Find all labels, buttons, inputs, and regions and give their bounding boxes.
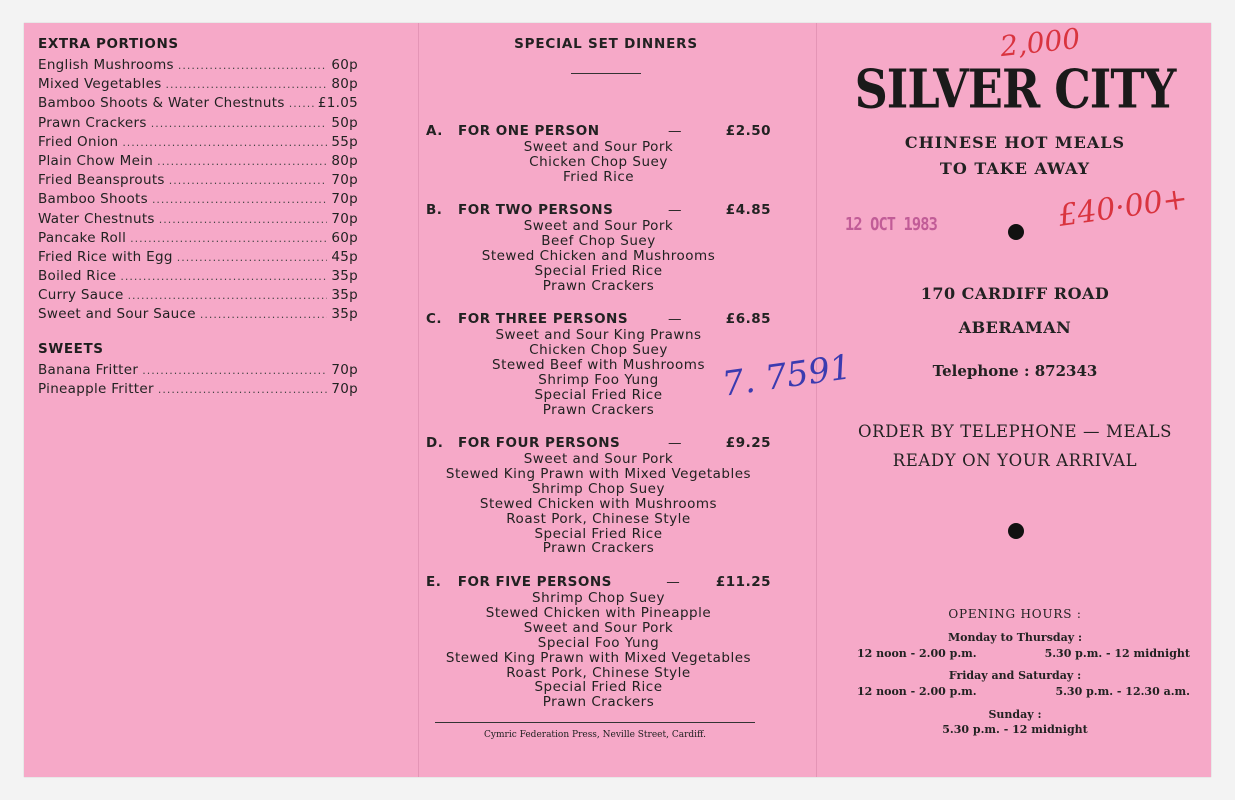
item-price: 45p — [331, 248, 358, 265]
set-dinner-a — [426, 122, 771, 185]
set-dish: Roast Pork, Chinese Style — [506, 664, 691, 681]
set-name: FOR ONE PERSON — [458, 123, 600, 139]
set-name: FOR TWO PERSONS — [458, 202, 614, 218]
set-letter: C. — [426, 311, 443, 327]
set-dish: Sweet and Sour Pork — [523, 218, 674, 234]
set-dash: — — [666, 574, 681, 590]
set-dish: Stewed Chicken with Pineapple — [485, 604, 712, 621]
menu-item-row — [38, 75, 358, 94]
set-dish: Sweet and Sour Pork — [523, 139, 674, 155]
dot-leader — [128, 286, 328, 305]
handwritten-quantity: 2,000 — [998, 21, 1082, 64]
set-dishes — [426, 328, 771, 417]
menu-item-row — [38, 114, 358, 133]
dot-leader — [178, 56, 327, 75]
fold-line-left — [418, 23, 419, 777]
fold-line-right — [816, 23, 817, 777]
item-price: 70p — [331, 172, 358, 189]
set-dish: Shrimp Chop Suey — [532, 590, 665, 606]
hours-row-fri-sat — [845, 685, 1190, 698]
item-name: Plain Chow Mein — [38, 152, 154, 169]
dot-leader — [289, 94, 314, 113]
set-dish: Shrimp Chop Suey — [532, 480, 665, 497]
item-price: 70p — [331, 191, 358, 208]
item-name: Mixed Vegetables — [38, 76, 162, 93]
item-price: 80p — [331, 76, 358, 93]
dot-leader — [158, 380, 328, 399]
menu-item-row — [38, 229, 358, 248]
item-name: Fried Rice with Egg — [38, 248, 173, 265]
dot-leader — [157, 152, 327, 171]
handwritten-price: £40·00+ — [1056, 181, 1190, 234]
set-dash: — — [668, 435, 682, 451]
set-dish: Shrimp Foo Yung — [538, 371, 659, 388]
set-dash: — — [668, 123, 682, 139]
set-dish: Roast Pork, Chinese Style — [506, 510, 691, 527]
set-header — [426, 573, 771, 591]
set-letter: A. — [426, 123, 443, 139]
set-price: £4.85 — [725, 202, 771, 218]
menu-item-row — [38, 133, 358, 152]
extra-portions-heading: EXTRA PORTIONS — [38, 36, 179, 52]
set-dash: — — [668, 311, 682, 327]
set-header — [426, 434, 771, 452]
extra-portions-panel — [38, 36, 358, 399]
item-price: 50p — [331, 114, 358, 131]
set-dish: Fried Rice — [562, 168, 635, 185]
item-name: Banana Fritter — [38, 361, 139, 378]
hours-lunch: 12 noon - 2.00 p.m. — [857, 647, 977, 660]
hours-days-mon-thu: Monday to Thursday : — [947, 631, 1083, 644]
set-dishes — [426, 140, 771, 185]
set-dishes — [426, 591, 771, 710]
set-dish: Stewed Chicken and Mushrooms — [481, 247, 716, 264]
item-price: 35p — [331, 287, 358, 304]
sweets-list — [38, 361, 358, 399]
menu-item-row — [38, 94, 358, 113]
hours-lunch: 12 noon - 2.00 p.m. — [857, 685, 977, 698]
set-dinner-e — [426, 573, 771, 710]
address-line-1: 170 CARDIFF ROAD — [920, 284, 1110, 303]
set-dish: Stewed Beef with Mushrooms — [492, 356, 705, 373]
set-dish: Special Fried Rice — [534, 386, 663, 403]
set-name: FOR THREE PERSONS — [458, 311, 629, 327]
item-name: Boiled Rice — [38, 268, 117, 285]
set-dish: Prawn Crackers — [542, 401, 655, 418]
set-dish: Sweet and Sour King Prawns — [495, 327, 702, 343]
menu-item-row — [38, 380, 358, 399]
set-dinners-panel — [426, 36, 771, 711]
dot-leader — [151, 114, 328, 133]
item-name: Fried Beansprouts — [38, 172, 165, 189]
set-dish: Special Foo Yung — [537, 634, 660, 651]
set-price: £2.50 — [725, 123, 771, 139]
dot-leader — [122, 133, 327, 152]
set-name: FOR FIVE PERSONS — [457, 574, 612, 590]
item-name: English Mushrooms — [38, 57, 174, 73]
set-dish: Stewed King Prawn with Mixed Vegetables — [445, 465, 752, 482]
tagline-line-2: TO TAKE AWAY — [939, 159, 1091, 178]
item-name: Pancake Roll — [38, 229, 127, 246]
set-dish: Prawn Crackers — [542, 694, 655, 711]
menu-item-row — [38, 267, 358, 286]
set-letter: B. — [426, 202, 443, 218]
dot-leader — [166, 75, 328, 94]
item-price: 35p — [331, 306, 358, 323]
set-dish: Prawn Crackers — [542, 277, 655, 294]
set-header — [426, 310, 771, 328]
set-dish: Special Fried Rice — [534, 679, 663, 696]
menu-item-row — [38, 171, 358, 190]
dot-leader — [152, 190, 327, 209]
set-dish: Sweet and Sour Pork — [523, 451, 674, 467]
extra-portions-list — [38, 56, 358, 325]
hours-evening: 5.30 p.m. - 12 midnight — [1044, 647, 1190, 660]
set-header — [426, 201, 771, 219]
menu-item-row — [38, 248, 358, 267]
item-name: Water Chestnuts — [38, 210, 155, 227]
punch-hole-top — [1008, 224, 1024, 240]
menu-item-row — [38, 152, 358, 171]
set-price: £6.85 — [725, 311, 771, 327]
hours-days-sunday: Sunday : — [988, 708, 1042, 721]
set-dish: Stewed Chicken with Mushrooms — [479, 495, 718, 512]
dot-leader — [120, 267, 327, 286]
set-price: £11.25 — [715, 574, 771, 590]
item-name: Fried Onion — [38, 133, 119, 150]
set-letter: D. — [426, 435, 444, 451]
item-price: 70p — [331, 361, 358, 378]
item-price: 60p — [331, 57, 358, 73]
item-name: Pineapple Fritter — [38, 380, 154, 397]
dot-leader — [169, 171, 328, 190]
address-line-2: ABERAMAN — [958, 318, 1072, 337]
set-dish: Stewed King Prawn with Mixed Vegetables — [445, 649, 752, 666]
footer-rule — [435, 722, 755, 723]
set-header — [426, 122, 771, 140]
menu-item-row — [38, 305, 358, 324]
hours-evening: 5.30 p.m. - 12.30 a.m. — [1055, 685, 1190, 698]
menu-item-row — [38, 286, 358, 305]
printer-credit: Cymric Federation Press, Neville Street, Cardiff. — [484, 730, 706, 740]
dot-leader — [177, 248, 328, 267]
tagline-line-1: CHINESE HOT MEALS — [904, 133, 1126, 152]
set-dish: Prawn Crackers — [542, 540, 655, 557]
menu-item-row — [38, 361, 358, 380]
set-dishes — [426, 219, 771, 294]
set-dinner-d — [426, 434, 771, 556]
item-price: 70p — [331, 210, 358, 227]
item-price: 35p — [331, 268, 358, 285]
set-dish: Chicken Chop Suey — [529, 341, 668, 358]
set-dish: Beef Chop Suey — [541, 232, 656, 249]
item-name: Bamboo Shoots & Water Chestnuts — [38, 95, 285, 112]
item-name: Bamboo Shoots — [38, 191, 148, 208]
menu-item-row — [38, 190, 358, 209]
item-name: Sweet and Sour Sauce — [38, 306, 196, 323]
set-price: £9.25 — [725, 435, 771, 451]
punch-hole-bottom — [1008, 523, 1024, 539]
set-dish: Sweet and Sour Pork — [523, 619, 674, 636]
item-price: 80p — [331, 152, 358, 169]
opening-hours-heading: OPENING HOURS : — [948, 607, 1082, 621]
item-price: 70p — [331, 380, 358, 397]
dot-leader — [200, 305, 327, 324]
set-name: FOR FOUR PERSONS — [458, 435, 621, 451]
item-price: 60p — [331, 229, 358, 246]
set-dash: — — [668, 202, 682, 218]
item-name: Curry Sauce — [38, 287, 124, 304]
dot-leader — [159, 210, 328, 229]
hours-sunday: 5.30 p.m. - 12 midnight — [942, 723, 1088, 736]
order-line-2: READY ON YOUR ARRIVAL — [892, 451, 1138, 470]
set-dinner-b — [426, 201, 771, 294]
set-dish: Special Fried Rice — [534, 525, 663, 542]
order-line-1: ORDER BY TELEPHONE — MEALS — [857, 422, 1173, 441]
item-name: Prawn Crackers — [38, 114, 147, 131]
item-price: 55p — [331, 133, 358, 150]
set-dish: Special Fried Rice — [534, 262, 663, 279]
telephone-number: Telephone : 872343 — [932, 362, 1098, 380]
hours-days-fri-sat: Friday and Saturday : — [948, 669, 1082, 682]
hours-row-mon-thu — [845, 647, 1190, 660]
set-dinner-c — [426, 310, 771, 417]
restaurant-name: SILVER CITY — [854, 58, 1176, 121]
date-stamp: 12 OCT 1983 — [845, 214, 937, 235]
dot-leader — [130, 229, 327, 248]
item-price: £1.05 — [317, 95, 358, 112]
dot-leader — [142, 361, 327, 380]
set-dinners-heading: SPECIAL SET DINNERS — [514, 36, 698, 52]
sweets-heading: SWEETS — [38, 340, 104, 357]
set-letter: E. — [426, 574, 442, 590]
menu-item-row — [38, 210, 358, 229]
set-dish: Chicken Chop Suey — [529, 153, 668, 170]
set-dishes — [426, 452, 771, 556]
menu-item-row — [38, 56, 358, 75]
pencil-number: 7. 7591 — [719, 347, 854, 405]
heading-underline — [571, 73, 641, 74]
